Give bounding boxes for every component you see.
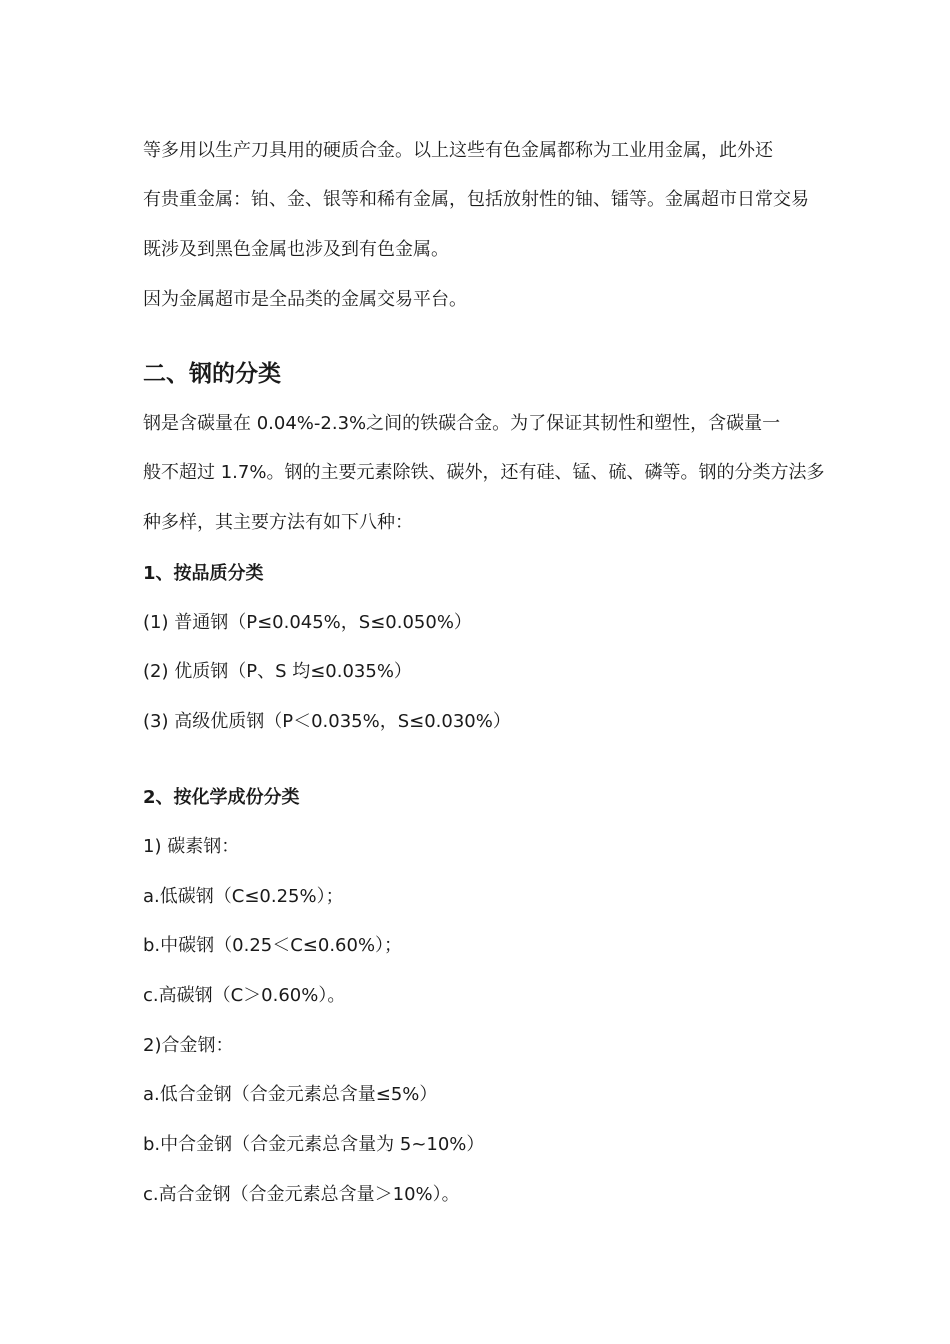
- intro-paragraph-line: 等多用以生产刀具用的硬质合金。以上这些有色金属都称为工业用金属，此外还: [143, 140, 773, 161]
- list-item: a.低碳钢（C≤0.25%）；: [143, 886, 344, 907]
- steel-definition-line: 种多样，其主要方法有如下八种：: [143, 512, 413, 533]
- steel-definition-line: 般不超过 1.7%。钢的主要元素除铁、碳外，还有硅、锰、硫、磷等。钢的分类方法多: [143, 462, 825, 483]
- list-item: c.高合金钢（合金元素总含量＞10%）。: [143, 1184, 460, 1205]
- alloy-steel-title: 2)合金钢：: [143, 1035, 234, 1056]
- intro-paragraph-second: 因为金属超市是全品类的金属交易平台。: [143, 289, 467, 310]
- subheading-by-chemistry: 2、按化学成份分类: [143, 787, 300, 808]
- section-heading-steel-classification: 二、钢的分类: [143, 361, 281, 387]
- steel-definition-line: 钢是含碳量在 0.04%-2.3%之间的铁碳合金。为了保证其韧性和塑性，含碳量一: [143, 413, 781, 434]
- document-page: [143, 0, 825, 1344]
- list-item: a.低合金钢（合金元素总含量≤5%）: [143, 1084, 438, 1105]
- intro-paragraph-line: 既涉及到黑色金属也涉及到有色金属。: [143, 239, 449, 260]
- subheading-by-quality: 1、按品质分类: [143, 563, 264, 584]
- list-item: (1) 普通钢（P≤0.045%，S≤0.050%）: [143, 612, 472, 633]
- list-item: c.高碳钢（C＞0.60%）。: [143, 985, 346, 1006]
- list-item: (2) 优质钢（P、S 均≤0.035%）: [143, 661, 412, 682]
- list-item: b.中碳钢（0.25＜C≤0.60%）；: [143, 935, 403, 956]
- intro-paragraph-line: 有贵重金属：铂、金、银等和稀有金属，包括放射性的铀、镭等。金属超市日常交易: [143, 189, 809, 210]
- list-item: (3) 高级优质钢（P＜0.035%，S≤0.030%）: [143, 711, 511, 732]
- list-item: b.中合金钢（合金元素总含量为 5~10%）: [143, 1134, 485, 1155]
- carbon-steel-title: 1) 碳素钢：: [143, 836, 240, 857]
